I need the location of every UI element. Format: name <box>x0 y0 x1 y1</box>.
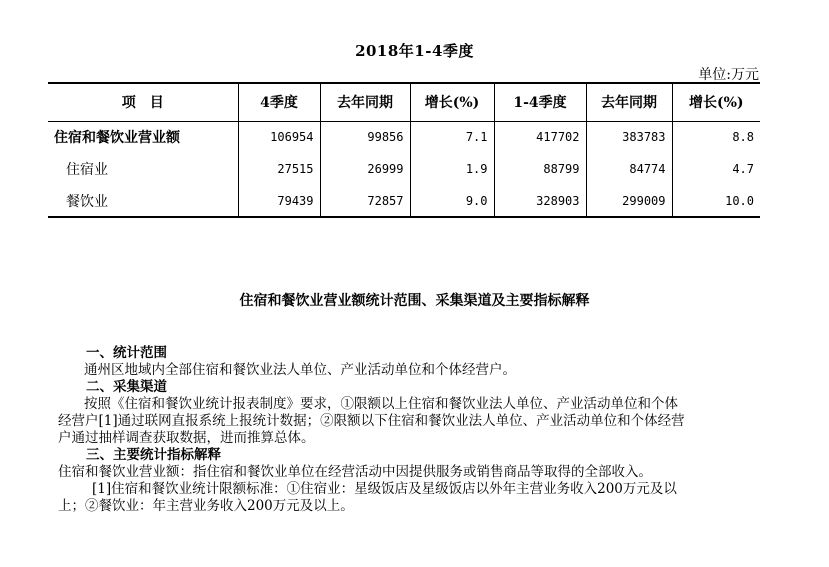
column-header: 增长(%) <box>410 83 494 121</box>
statistics-table <box>48 82 760 218</box>
column-header: 4季度 <box>238 83 320 121</box>
table-cell: 88799 <box>494 153 586 185</box>
table-row <box>48 121 760 153</box>
column-header: 项 目 <box>48 83 238 121</box>
table-cell: 4.7 <box>672 153 760 185</box>
table-cell: 99856 <box>320 121 410 153</box>
paragraph-channels-line2: 经营户[1]通过联网直报系统上报统计数据；②限额以下住宿和餐饮业法人单位、产业活动单位和个体经营 <box>58 413 685 429</box>
table-cell: 106954 <box>238 121 320 153</box>
table-cell: 26999 <box>320 153 410 185</box>
paragraph-indicator-definition: 住宿和餐饮业营业额：指住宿和餐饮业单位在经营活动中因提供服务或销售商品等取得的全部收入。 <box>58 464 652 480</box>
paragraph-channels-line1: 按照《住宿和餐饮业统计报表制度》要求，①限额以上住宿和餐饮业法人单位、产业活动单位和个体 <box>84 396 678 412</box>
notes-body <box>58 345 764 515</box>
table-row <box>48 153 760 185</box>
heading-scope: 一、统计范围 <box>86 345 167 361</box>
table-cell: 84774 <box>586 153 672 185</box>
table-cell: 79439 <box>238 185 320 217</box>
table-cell: 27515 <box>238 153 320 185</box>
unit-label: 单位:万元 <box>698 67 759 83</box>
row-label: 住宿业 <box>66 162 108 178</box>
table-cell: 7.1 <box>410 121 494 153</box>
table-row <box>48 185 760 217</box>
report-title: 2018年1-4季度 <box>355 42 474 60</box>
column-header: 去年同期 <box>320 83 410 121</box>
table-header-row <box>48 83 760 121</box>
footnote-line1: [1]住宿和餐饮业统计限额标准：①住宿业：星级饭店及星级饭店以外年主营业务收入200万元及以 <box>92 481 677 497</box>
paragraph-scope: 通州区地域内全部住宿和餐饮业法人单位、产业活动单位和个体经营户。 <box>84 362 516 378</box>
heading-indicators: 三、主要统计指标解释 <box>86 447 221 463</box>
column-header: 1-4季度 <box>494 83 586 121</box>
table-cell: 8.8 <box>672 121 760 153</box>
heading-channels: 二、采集渠道 <box>86 379 167 395</box>
table-cell: 1.9 <box>410 153 494 185</box>
table-cell: 299009 <box>586 185 672 217</box>
column-header: 去年同期 <box>586 83 672 121</box>
table-cell: 328903 <box>494 185 586 217</box>
column-header: 增长(%) <box>672 83 760 121</box>
footnote-line2: 上；②餐饮业：年主营业务收入200万元及以上。 <box>58 498 354 514</box>
section-title: 住宿和餐饮业营业额统计范围、采集渠道及主要指标解释 <box>239 293 590 309</box>
table-cell: 417702 <box>494 121 586 153</box>
row-label: 餐饮业 <box>48 185 238 217</box>
table-cell: 383783 <box>586 121 672 153</box>
row-label: 住宿和餐饮业营业额 <box>54 130 180 147</box>
table-cell: 10.0 <box>672 185 760 217</box>
table-cell: 72857 <box>320 185 410 217</box>
table-cell: 9.0 <box>410 185 494 217</box>
paragraph-channels-line3: 户通过抽样调查获取数据，进而推算总体。 <box>58 430 315 446</box>
